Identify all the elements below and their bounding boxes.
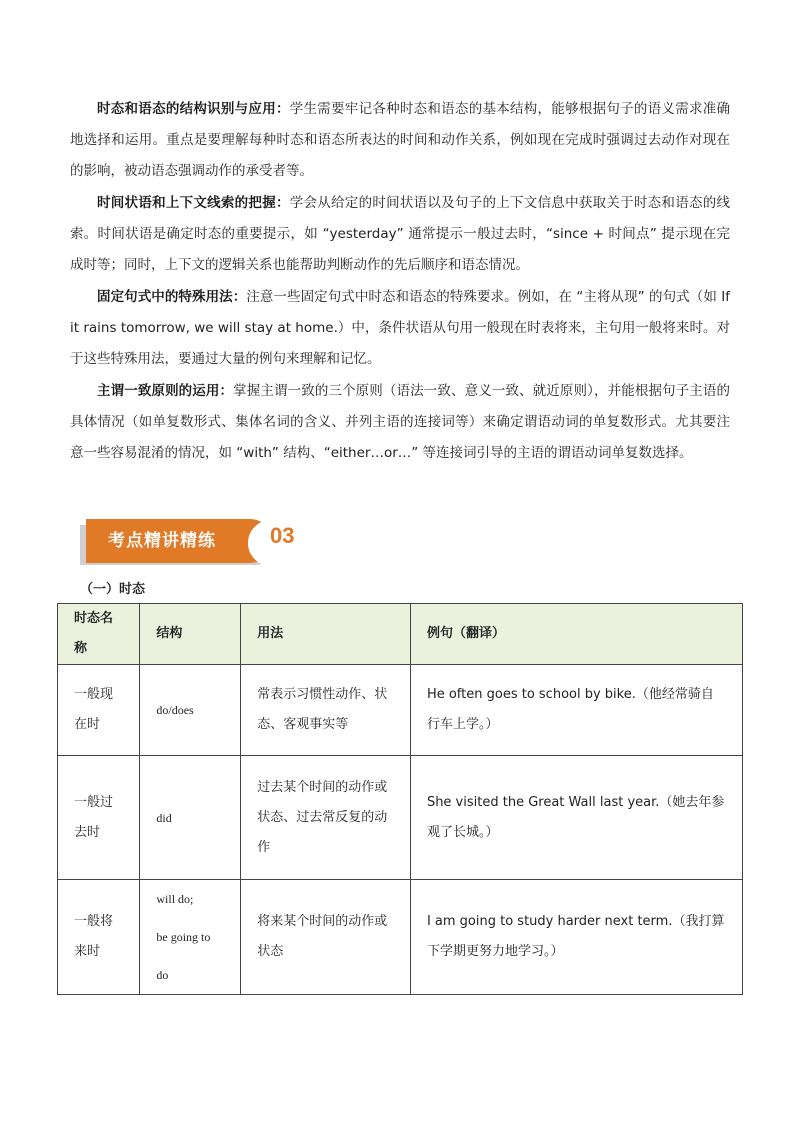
- paragraph-1-heading: 时态和语态的结构识别与应用：: [97, 101, 290, 117]
- body-paragraphs: [70, 94, 730, 470]
- banner-number: 03: [270, 523, 295, 548]
- paragraph-2-heading: 时间状语和上下文线索的把握：: [97, 195, 290, 211]
- paragraph-3-heading: 固定句式中的特殊用法：: [97, 289, 247, 305]
- tense-table: [57, 603, 743, 995]
- paragraph-3: [70, 282, 730, 375]
- paragraph-4-heading: 主谓一致原则的运用：: [97, 383, 234, 399]
- cell-example: She visited the Great Wall last year.（她去年参观了长城。）: [410, 756, 742, 880]
- section-banner: [80, 519, 302, 567]
- cell-tense-name: 一般将来时: [58, 880, 140, 995]
- cell-example: I am going to study harder next term.（我打算下学期更努力地学习。）: [410, 880, 742, 995]
- cell-structure: did: [140, 756, 241, 880]
- table-header-row: [58, 604, 743, 665]
- cell-usage: 过去某个时间的动作或状态、过去常反复的动作: [241, 756, 411, 880]
- paragraph-4-text: 掌握主谓一致的三个原则（语法一致、意义一致、就近原则），并能根据句子主语的具体情况（如单复数形式、集体名词的含义、并列主语的连接词等）来确定谓语动词的单复数形式。尤其要注意一些容易混淆的情况，如 “with” 结构、“either…or…” 等连接词引导的主语的谓语动词单复数选择。: [70, 383, 731, 461]
- paragraph-2: [70, 188, 730, 281]
- header-example: 例句（翻译）: [410, 604, 742, 665]
- section-subheading: （一）时态: [80, 582, 146, 597]
- paragraph-2-text: 学会从给定的时间状语以及句子的上下文信息中获取关于时态和语态的线索。时间状语是确定时态的重要提示，如 “yesterday” 通常提示一般过去时，“since + 时间点” 提示现在完成时等；同时，上下文的逻辑关系也能帮助判断动作的先后顺序和语态情况。: [70, 195, 731, 273]
- cell-example: He often goes to school by bike.（他经常骑自行车上学。）: [410, 665, 742, 756]
- structure-line: will do;: [156, 892, 194, 906]
- cell-usage: 将来某个时间的动作或状态: [241, 880, 411, 995]
- cell-tense-name: 一般过去时: [58, 756, 140, 880]
- paragraph-3-text: 注意一些固定句式中时态和语态的特殊要求。例如，在 “主将从现” 的句式（如 If it rains tomorrow, we will stay at home.）中，条件状语从句用一般现在时表将来，主句用一般将来时。对于这些特殊用法，要通过大量的例句来理解和记忆。: [70, 289, 730, 367]
- paragraph-1-text: 学生需要牢记各种时态和语态的基本结构，能够根据句子的语义需求准确地选择和运用。重点是要理解每种时态和语态所表达的时间和动作关系，例如现在完成时强调过去动作对现在的影响，被动语态强调动作的承受者等。: [70, 101, 731, 179]
- cell-structure: do/does: [140, 665, 241, 756]
- structure-line: be going to do: [156, 930, 211, 982]
- table-row: [58, 756, 743, 880]
- cell-tense-name: 一般现在时: [58, 665, 140, 756]
- header-usage: 用法: [241, 604, 411, 665]
- paragraph-4: [70, 376, 730, 469]
- table-row: [58, 665, 743, 756]
- cell-structure: [140, 880, 241, 995]
- header-structure: 结构: [140, 604, 241, 665]
- cell-usage: 常表示习惯性动作、状态、客观事实等: [241, 665, 411, 756]
- banner-title: 考点精讲精练: [86, 519, 272, 563]
- header-tense-name: 时态名称: [58, 604, 140, 665]
- table-row: [58, 880, 743, 995]
- paragraph-1: [70, 94, 730, 187]
